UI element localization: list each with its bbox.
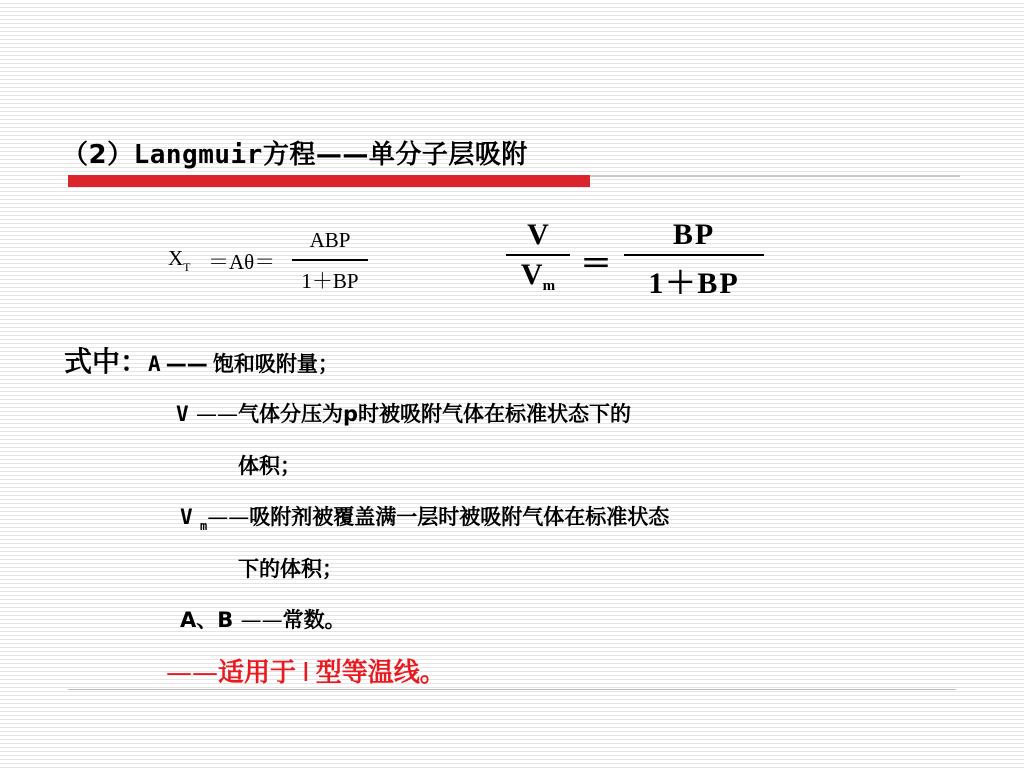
definition-a-dash: —— xyxy=(165,352,208,376)
conclusion-text2: 型等温线。 xyxy=(315,658,446,688)
title-latin: Langmuir xyxy=(133,140,263,170)
definition-vm-sub: m xyxy=(199,519,208,533)
conclusion-dash: —— xyxy=(166,658,218,688)
definition-a xyxy=(64,340,339,380)
formula-right-rhs-denominator: 1＋BP xyxy=(648,267,740,300)
definition-ab xyxy=(180,604,346,634)
formula-left-lhs: X xyxy=(168,246,184,270)
formula-right-rhs-fraction xyxy=(624,218,764,298)
slide-title xyxy=(62,134,528,171)
definition-v-var: V xyxy=(176,402,189,426)
formula-left-fraction xyxy=(292,228,368,294)
title-red-bar xyxy=(68,175,590,187)
formula-right xyxy=(500,218,770,298)
formula-left-sub: T xyxy=(183,260,191,274)
definition-a-var: A xyxy=(148,352,161,376)
definition-v-dash: —— xyxy=(195,402,238,426)
definition-v-continued: 体积； xyxy=(238,454,301,478)
formula-left-numerator: ABP xyxy=(309,228,351,252)
formula-right-lhs-fraction xyxy=(506,218,570,298)
formula-left-middle: ＝Aθ＝ xyxy=(208,250,276,274)
definition-vm-dash: —— xyxy=(207,505,250,529)
definition-intro: 式中： xyxy=(64,345,149,378)
definition-v xyxy=(176,398,631,428)
formula-right-rhs-numerator: BP xyxy=(672,218,716,251)
formula-right-lhs-denominator: $V_m$ xyxy=(520,258,556,294)
conclusion-roman: Ⅰ xyxy=(302,658,310,687)
definition-ab-dash: —— xyxy=(240,608,283,632)
definition-vm-text: 吸附剂被覆盖满一层时被吸附气体在标准状态 xyxy=(249,505,670,529)
definition-v-text: 气体分压为p时被吸附气体在标准状态下的 xyxy=(237,402,631,426)
definition-a-text: 饱和吸附量； xyxy=(212,352,339,376)
formula-right-lhs-numerator: V xyxy=(527,218,549,251)
title-prefix: （2） xyxy=(62,140,134,170)
definition-ab-var: A、B xyxy=(180,608,234,632)
formula-left xyxy=(168,228,378,294)
formula-left-denominator: 1＋BP xyxy=(301,269,359,293)
title-text: 方程——单分子层吸附 xyxy=(262,140,528,170)
definition-vm xyxy=(180,501,669,533)
title-divider xyxy=(590,175,960,177)
definition-ab-text: 常数。 xyxy=(282,608,346,632)
formula-right-equals: ＝ xyxy=(580,245,613,281)
definition-vm-var: V xyxy=(180,505,193,529)
conclusion-text1: 适用于 xyxy=(218,658,297,688)
conclusion xyxy=(166,652,446,689)
definition-vm-continued: 下的体积； xyxy=(238,557,343,581)
bottom-divider xyxy=(68,689,956,690)
